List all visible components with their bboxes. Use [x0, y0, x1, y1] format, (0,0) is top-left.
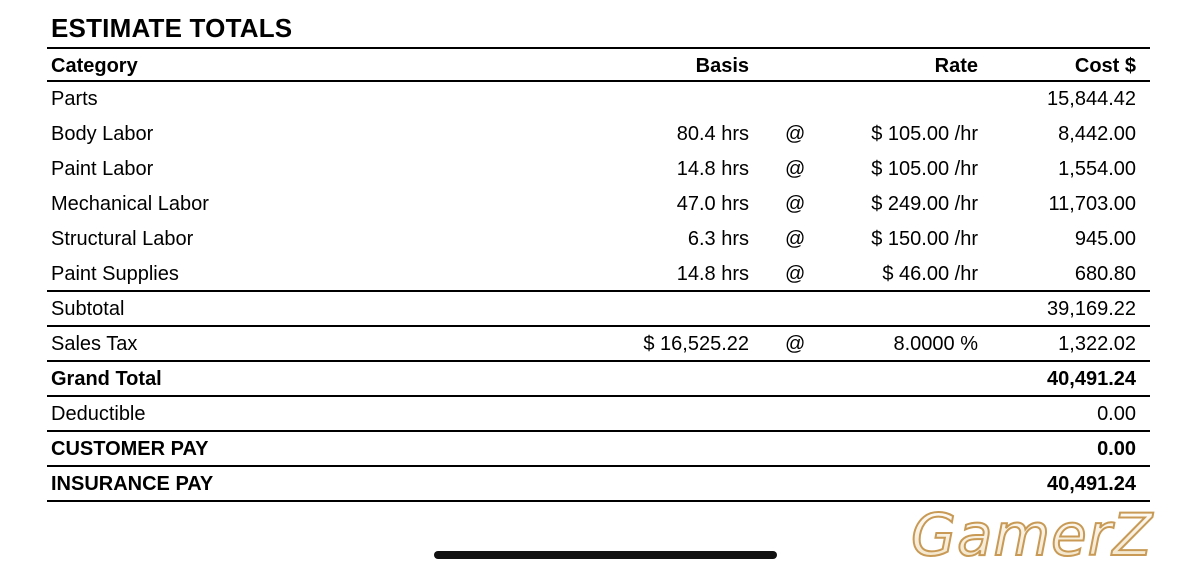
row-rate: $ 105.00 /hr — [871, 158, 978, 180]
table-row-deductible — [47, 397, 1150, 432]
row-at-sign: @ — [785, 263, 806, 285]
header-category: Category — [51, 55, 138, 77]
row-cost: 1,322.02 — [1058, 333, 1136, 355]
row-rate: $ 105.00 /hr — [871, 123, 978, 145]
row-category: Paint Supplies — [51, 263, 179, 285]
row-basis: 47.0 hrs — [676, 193, 749, 215]
row-category: Grand Total — [51, 368, 162, 390]
row-category: Paint Labor — [51, 158, 154, 180]
row-cost: 0.00 — [1097, 403, 1136, 425]
row-category: Parts — [51, 88, 98, 110]
row-cost: 1,554.00 — [1058, 158, 1136, 180]
row-category: Mechanical Labor — [51, 193, 209, 215]
row-at-sign: @ — [785, 123, 806, 145]
row-rate: $ 150.00 /hr — [871, 228, 978, 250]
table-row-body-labor — [47, 117, 1150, 152]
row-rate: $ 46.00 /hr — [882, 263, 978, 285]
row-cost: 945.00 — [1074, 228, 1136, 250]
header-rate: Rate — [934, 55, 978, 77]
watermark-text: GamerZ — [911, 501, 1154, 566]
home-indicator-bar[interactable] — [434, 551, 777, 559]
row-category: Sales Tax — [51, 333, 138, 355]
row-category: Deductible — [51, 403, 146, 425]
row-basis: $ 16,525.22 — [643, 333, 749, 355]
table-row-customer-pay — [47, 432, 1150, 467]
row-category: INSURANCE PAY — [51, 473, 214, 495]
row-at-sign: @ — [785, 228, 806, 250]
gamerz-watermark-logo — [905, 500, 1195, 566]
table-row-structural-labor — [47, 222, 1150, 257]
row-at-sign: @ — [785, 193, 806, 215]
page-title: ESTIMATE TOTALS — [51, 13, 293, 43]
row-cost: 0.00 — [1097, 438, 1136, 460]
row-cost: 40,491.24 — [1047, 473, 1136, 495]
row-rate: $ 249.00 /hr — [871, 193, 978, 215]
estimate-totals-table — [47, 47, 1150, 502]
table-row-paint-supplies — [47, 257, 1150, 292]
row-cost: 15,844.42 — [1047, 88, 1136, 110]
table-row-insurance-pay — [47, 467, 1150, 502]
table-row-parts — [47, 82, 1150, 117]
table-row-subtotal — [47, 292, 1150, 327]
header-cost: Cost $ — [1074, 55, 1136, 77]
table-row-sales-tax — [47, 327, 1150, 362]
row-category: Subtotal — [51, 298, 125, 320]
table-row-paint-labor — [47, 152, 1150, 187]
row-basis: 14.8 hrs — [676, 263, 749, 285]
row-basis: 80.4 hrs — [676, 123, 749, 145]
header-basis: Basis — [695, 55, 749, 77]
row-cost: 40,491.24 — [1047, 368, 1136, 390]
table-row-grand-total — [47, 362, 1150, 397]
row-basis: 14.8 hrs — [676, 158, 749, 180]
row-rate: 8.0000 % — [893, 333, 978, 355]
table-header-row — [47, 47, 1150, 82]
row-category: CUSTOMER PAY — [51, 438, 209, 460]
row-category: Body Labor — [51, 123, 154, 145]
row-at-sign: @ — [785, 158, 806, 180]
row-basis: 6.3 hrs — [687, 228, 749, 250]
table-row-mechanical-labor — [47, 187, 1150, 222]
row-category: Structural Labor — [51, 228, 194, 250]
row-cost: 11,703.00 — [1048, 193, 1136, 215]
row-at-sign: @ — [785, 333, 806, 355]
row-cost: 39,169.22 — [1047, 298, 1136, 320]
row-cost: 8,442.00 — [1058, 123, 1136, 145]
row-cost: 680.80 — [1074, 263, 1136, 285]
